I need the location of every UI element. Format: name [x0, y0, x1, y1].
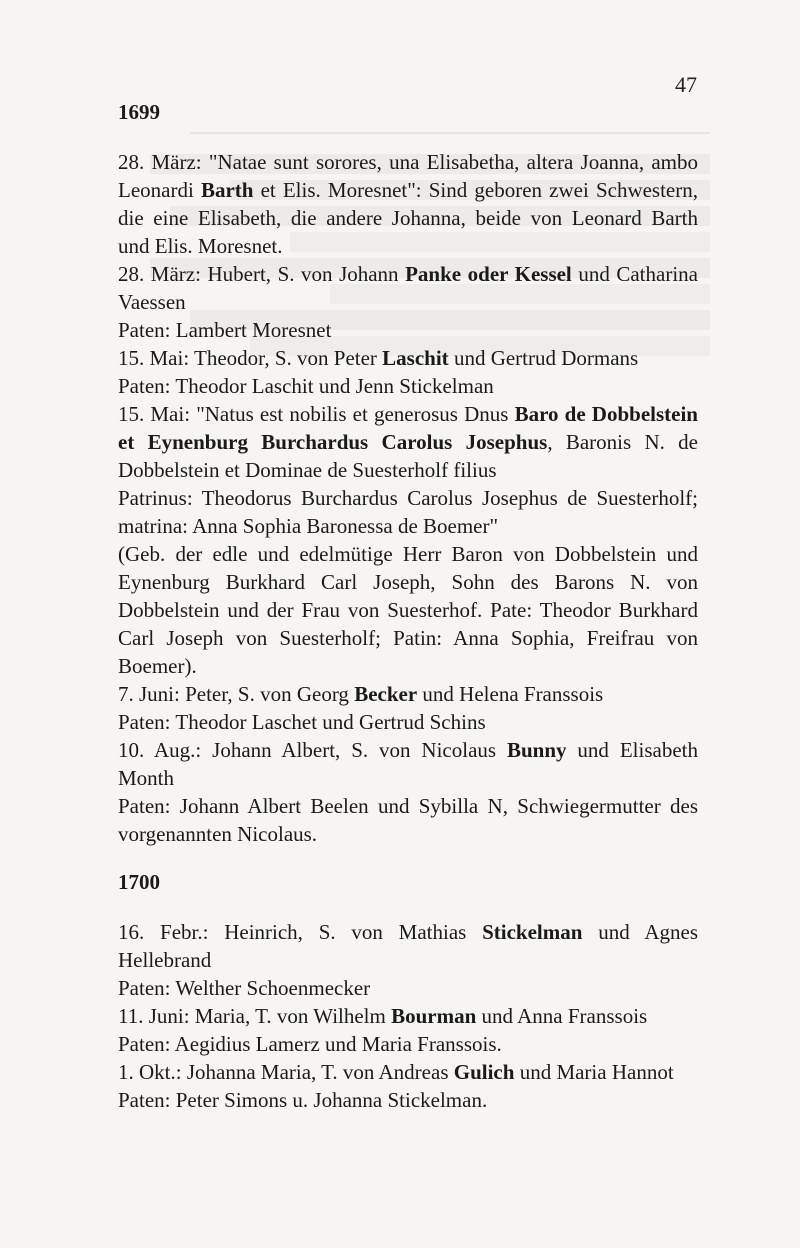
text-line [118, 540, 698, 568]
text-line [118, 204, 698, 232]
text-line [118, 176, 698, 204]
page-number: 47 [675, 72, 697, 97]
text-run: Dobbelstein et Dominae de Suesterholf filius [118, 458, 497, 482]
text-line [118, 1058, 698, 1086]
text-line [118, 1002, 698, 1030]
text-run: Dobbelstein und der Frau von Suesterhof. Pate: Theodor Burkhard [118, 598, 698, 622]
text-line [118, 652, 698, 680]
text-run: 10. Aug.: Johann Albert, S. von Nicolaus [118, 738, 507, 762]
surname-bold: Stickelman [482, 920, 583, 944]
text-run: 28. März: "Natae sunt sorores, una Elisabetha, altera Joanna, ambo [118, 150, 698, 174]
text-line [118, 512, 698, 540]
text-run: Boemer). [118, 654, 197, 678]
text-run: vorgenannten Nicolaus. [118, 822, 318, 846]
text-line [118, 680, 698, 708]
text-run: 15. Mai: "Natus est nobilis et generosus Dnus [118, 402, 515, 426]
surname-bold: Gulich [453, 1060, 515, 1084]
surname-bold: Laschit [382, 346, 449, 370]
surname-bold: Bourman [391, 1004, 477, 1028]
text-line [118, 568, 698, 596]
text-run: und Maria Hannot [514, 1060, 674, 1084]
text-line [118, 400, 698, 428]
text-run: 15. Mai: Theodor, S. von Peter [118, 346, 383, 370]
text-line [118, 820, 698, 848]
section-1700-entries [118, 918, 698, 1114]
text-run: Paten: Aegidius Lamerz und Maria Franssois. [118, 1032, 502, 1056]
text-run: 16. Febr.: Heinrich, S. von Mathias [118, 920, 483, 944]
text-run: und Elisabeth [566, 738, 698, 762]
text-line [118, 974, 698, 1002]
text-run: Carl Joseph von Suesterholf; Patin: Anna Sophia, Freifrau von [118, 626, 698, 650]
surname-bold: Barth [200, 178, 254, 202]
text-run: und Gertrud Dormans [448, 346, 639, 370]
text-run: und Catharina [571, 262, 698, 286]
text-line [118, 1086, 698, 1114]
text-run: et Elis. Moresnet": Sind geboren zwei Schwestern, [253, 178, 698, 202]
text-run: Paten: Theodor Laschet und Gertrud Schins [118, 710, 486, 734]
text-run: 1. Okt.: Johanna Maria, T. von Andreas [118, 1060, 454, 1084]
surname-bold: Bunny [506, 738, 567, 762]
text-run: Paten: Lambert Moresnet [118, 318, 332, 342]
register-entries [118, 98, 698, 1114]
text-line [118, 1030, 698, 1058]
text-run: Leonardi [118, 178, 201, 202]
text-run: und Agnes [582, 920, 698, 944]
text-line [118, 232, 698, 260]
text-line [118, 428, 698, 456]
text-line [118, 288, 698, 316]
text-run: und Helena Franssois [417, 682, 604, 706]
text-run: 7. Juni: Peter, S. von Georg [118, 682, 355, 706]
text-run: Month [118, 766, 175, 790]
text-run: die eine Elisabeth, die andere Johanna, beide von Leonard Barth [118, 206, 698, 230]
text-run: Paten: Theodor Laschit und Jenn Stickelman [118, 374, 494, 398]
surname-bold: Baro de Dobbelstein [514, 402, 698, 426]
text-line [118, 456, 698, 484]
year-heading: 1700 [118, 870, 160, 894]
text-line [118, 260, 698, 288]
text-run: matrina: Anna Sophia Baronessa de Boemer" [118, 514, 499, 538]
surname-bold: Panke oder Kessel [405, 262, 572, 286]
section-1699-entries [118, 148, 698, 848]
text-line [118, 596, 698, 624]
text-run: und Elis. Moresnet. [118, 234, 283, 258]
text-line [118, 946, 698, 974]
text-run: Eynenburg Burkhard Carl Joseph, Sohn des Barons N. von [118, 570, 698, 594]
text-line [118, 484, 698, 512]
text-run: 28. März: Hubert, S. von Johann [118, 262, 406, 286]
text-run: Paten: Johann Albert Beelen und Sybilla N, Schwiegermutter des [118, 794, 698, 818]
text-line [118, 918, 698, 946]
text-run: Hellebrand [118, 948, 212, 972]
text-run: Vaessen [118, 290, 186, 314]
text-line [118, 316, 698, 344]
text-line [118, 792, 698, 820]
text-run: und Anna Franssois [476, 1004, 648, 1028]
text-line [118, 736, 698, 764]
year-heading: 1699 [118, 100, 160, 124]
text-line [118, 372, 698, 400]
text-line [118, 344, 698, 372]
surname-bold: et Eynenburg Burchardus Carolus Josephus [118, 430, 548, 454]
text-run: Paten: Welther Schoenmecker [118, 976, 371, 1000]
text-run: Patrinus: Theodorus Burchardus Carolus Josephus de Suesterholf; [118, 486, 698, 510]
text-line [118, 624, 698, 652]
text-line [118, 148, 698, 176]
surname-bold: Becker [354, 682, 418, 706]
text-run: Paten: Peter Simons u. Johanna Stickelman. [118, 1088, 488, 1112]
text-line [118, 764, 698, 792]
text-run: 11. Juni: Maria, T. von Wilhelm [118, 1004, 392, 1028]
text-run: , Baronis N. de [547, 430, 698, 454]
text-run: (Geb. der edle und edelmütige Herr Baron von Dobbelstein und [118, 542, 698, 566]
text-line [118, 708, 698, 736]
